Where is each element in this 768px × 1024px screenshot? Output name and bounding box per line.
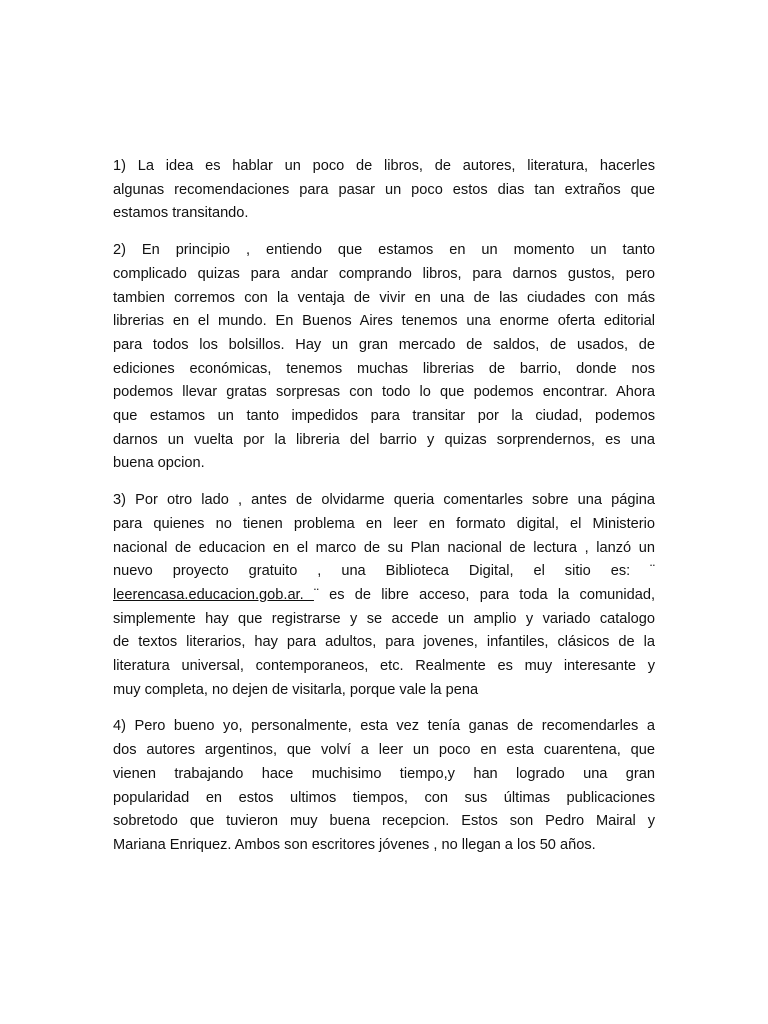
text-line: 1) La idea es hablar un poco de libros, de autores, literatura, hacerles bbox=[113, 158, 655, 174]
text-line: que estamos un tanto impedidos para transitar por la ciudad, podemos bbox=[113, 408, 655, 425]
text-line: de textos literarios, hay para adultos, para jovenes, infantiles, clásicos de la bbox=[113, 634, 655, 651]
text-line: 4) Pero bueno yo, personalmente, esta vez tenía ganas de recomendarles a bbox=[113, 718, 655, 735]
paragraph-4 bbox=[113, 715, 655, 857]
text-line-with-link bbox=[113, 584, 655, 608]
text-line: complicado quizas para andar comprando libros, para darnos gustos, pero bbox=[113, 265, 655, 282]
text-line: nuevo proyecto gratuito , una Biblioteca Digital, el sitio es: ¨ bbox=[113, 563, 655, 580]
text-line: podemos llevar gratas sorpresas con todo lo que podemos encontrar. Ahora bbox=[113, 384, 655, 401]
document-page bbox=[113, 155, 655, 871]
text-line: ediciones económicas, tenemos muchas librerias de barrio, donde nos bbox=[113, 360, 655, 377]
text-line: 2) En principio , entiendo que estamos en un momento un tanto bbox=[113, 242, 655, 259]
text-line: popularidad en estos ultimos tiempos, con sus últimas publicaciones bbox=[113, 789, 655, 806]
text-line: algunas recomendaciones para pasar un poco estos dias tan extraños que bbox=[113, 181, 655, 198]
paragraph-1 bbox=[113, 155, 655, 226]
text-line: dos autores argentinos, que volví a leer un poco en esta cuarentena, que bbox=[113, 742, 655, 759]
link-trailing-text: ¨ es de libre acceso, para toda la comunidad, bbox=[313, 586, 655, 603]
biblioteca-digital-link[interactable]: leerencasa.educacion.gob.ar. bbox=[113, 586, 314, 603]
text-line: literatura universal, contemporaneos, etc. Realmente es muy interesante y bbox=[113, 658, 655, 675]
text-line: nacional de educacion en el marco de su Plan nacional de lectura , lanzó un bbox=[113, 539, 655, 556]
text-line: vienen trabajando hace muchisimo tiempo,y han logrado una gran bbox=[113, 765, 655, 782]
text-line: librerias en el mundo. En Buenos Aires tenemos una enorme oferta editorial bbox=[113, 313, 655, 330]
text-line: 3) Por otro lado , antes de olvidarme queria comentarles sobre una página bbox=[113, 492, 655, 509]
text-line: tambien corremos con la ventaja de vivir en una de las ciudades con más bbox=[113, 289, 655, 306]
text-line: darnos un vuelta por la libreria del barrio y quizas sorprendernos, es una bbox=[113, 431, 655, 448]
text-line: buena opcion. bbox=[113, 455, 205, 472]
text-line: muy completa, no dejen de visitarla, porque vale la pena bbox=[113, 681, 479, 698]
text-line: para todos los bolsillos. Hay un gran mercado de saldos, de usados, de bbox=[113, 336, 655, 353]
paragraph-3 bbox=[113, 489, 655, 702]
text-line: para quienes no tienen problema en leer en formato digital, el Ministerio bbox=[113, 515, 655, 532]
text-line: simplemente hay que registrarse y se accede un amplio y variado catalogo bbox=[113, 610, 655, 627]
text-line: estamos transitando. bbox=[113, 205, 249, 222]
text-line: sobretodo que tuvieron muy buena recepcion. Estos son Pedro Mairal y bbox=[113, 813, 655, 830]
paragraph-2 bbox=[113, 239, 655, 476]
text-line: Mariana Enriquez. Ambos son escritores jóvenes , no llegan a los 50 años. bbox=[113, 836, 596, 853]
